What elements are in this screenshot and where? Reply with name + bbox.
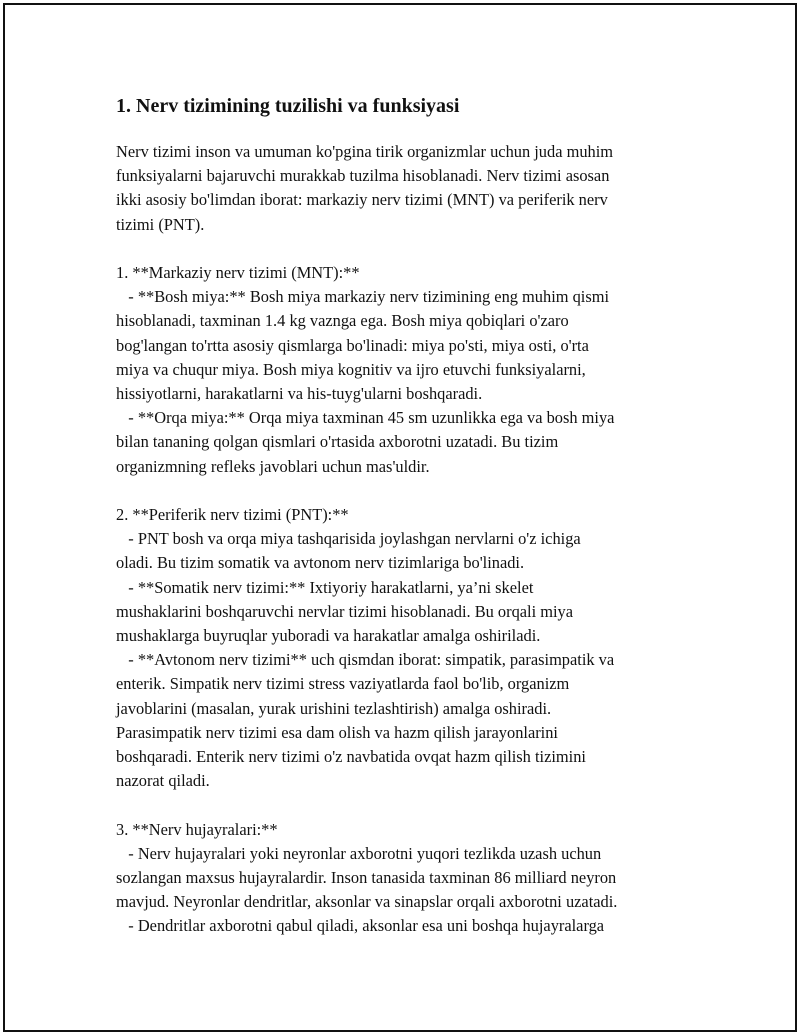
text-line: hisoblanadi, taxminan 1.4 kg vaznga ega. Bosh miya qobiqlari o'zaro (116, 311, 569, 331)
text-line: - Nerv hujayralari yoki neyronlar axborotni yuqori tezlikda uzash uchun (116, 843, 602, 863)
text-line: - **Orqa miya:** Orqa miya taxminan 45 sm uzunlikka ega va bosh miya (116, 408, 615, 428)
text-line: miya va chuqur miya. Bosh miya kognitiv va ijro etuvchi funksiyalarni, (116, 359, 586, 379)
text-line: 1. **Markaziy nerv tizimi (MNT):** (116, 263, 360, 282)
paragraph-gap (116, 237, 686, 261)
text-line: 2. **Periferik nerv tizimi (PNT):** (116, 505, 349, 525)
text-line: - **Somatik nerv tizimi:** Ixtiyoriy harakatlarni, ya’ni skelet (116, 577, 534, 597)
text-line: oladi. Bu tizim somatik va avtonom nerv tizimlariga bo'linadi. (116, 553, 525, 573)
document-text (116, 140, 686, 939)
paragraph-gap (116, 793, 686, 817)
text-line: sozlangan maxsus hujayralardir. Inson tanasida taxminan 86 milliard neyron (116, 868, 617, 888)
text-line: ikki asosiy bo'limdan iborat: markaziy nerv tizimi (MNT) va periferik nerv (116, 190, 608, 210)
text-line: mavjud. Neyronlar dendritlar, aksonlar va sinapslar orqali axborotni uzatadi. (116, 892, 618, 912)
paragraph-gap (116, 479, 686, 503)
text-line: 3. **Nerv hujayralari:** (116, 819, 278, 839)
text-line: enterik. Simpatik nerv tizimi stress vaziyatlarda faol bo'lib, organizm (116, 674, 570, 694)
text-line: funksiyalarni bajaruvchi murakkab tuzilma hisoblanadi. Nerv tizimi asosan (116, 166, 610, 186)
text-line: hissiyotlarni, harakatlarni va his-tuyg'ularni boshqaradi. (116, 384, 483, 404)
text-line: mushaklarini boshqaruvchi nervlar tizimi hisoblanadi. Bu orqali miya (116, 601, 574, 621)
section-heading: 1. Nerv tizimining tuzilishi va funksiyasi (116, 95, 460, 117)
document-body (116, 92, 686, 939)
text-line: javoblarini (masalan, yurak urishini tezlashtirish) amalga oshiradi. (116, 698, 552, 718)
text-line: tizimi (PNT). (116, 214, 205, 234)
text-line: organizmning refleks javoblari uchun mas'uldir. (116, 456, 430, 476)
text-line: bog'langan to'rtta asosiy qismlarga bo'linadi: miya po'sti, miya osti, o'rta (116, 335, 589, 355)
text-line: nazorat qiladi. (116, 771, 210, 791)
text-line: - **Bosh miya:** Bosh miya markaziy nerv tizimining eng muhim qismi (116, 287, 610, 307)
text-line: Nerv tizimi inson va umuman ko'pgina tirik organizmlar uchun juda muhim (116, 142, 614, 161)
text-line: - PNT bosh va orqa miya tashqarisida joylashgan nervlarni o'z ichiga (116, 529, 581, 549)
text-line: Parasimpatik nerv tizimi esa dam olish va hazm qilish jarayonlarini (116, 722, 558, 742)
text-line: bilan tananing qolgan qismlari o'rtasida axborotni uzatadi. Bu tizim (116, 432, 559, 452)
text-line: mushaklarga buyruqlar yuboradi va harakatlar amalga oshiriladi. (116, 626, 541, 646)
text-line: - Dendritlar axborotni qabul qiladi, aksonlar esa uni boshqa hujayralarga (116, 916, 605, 936)
text-line: - **Avtonom nerv tizimi** uch qismdan iborat: simpatik, parasimpatik va (116, 650, 615, 670)
text-line: boshqaradi. Enterik nerv tizimi o'z navbatida ovqat hazm qilish tizimini (116, 747, 586, 767)
